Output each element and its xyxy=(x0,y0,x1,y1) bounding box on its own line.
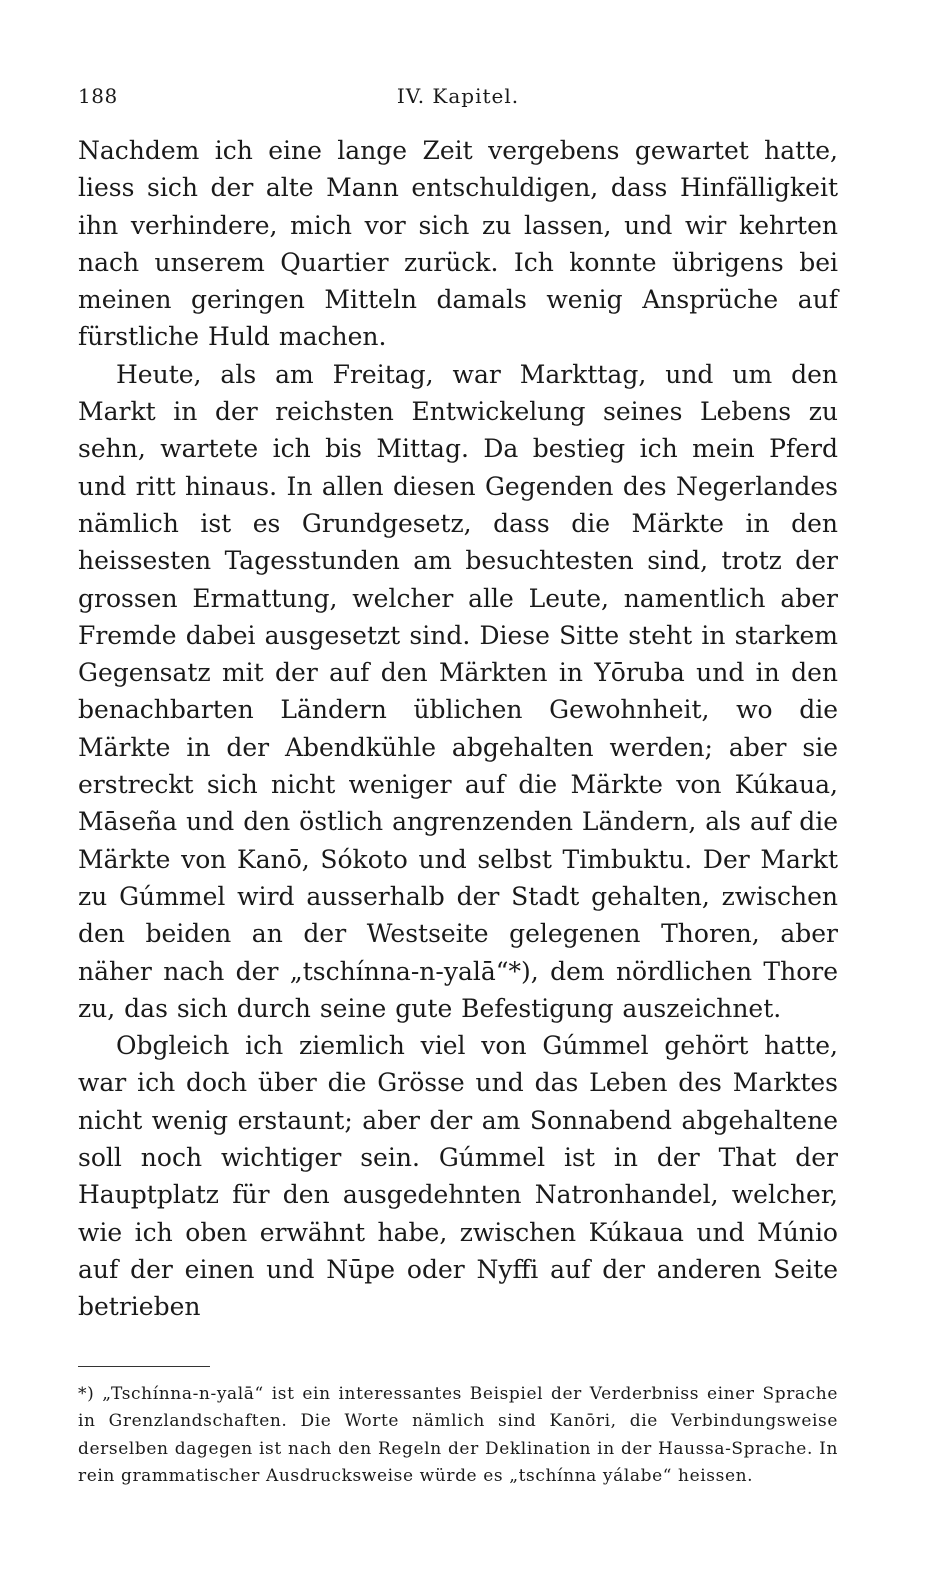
footnote-divider xyxy=(78,1366,210,1367)
paragraph-2: Heute, als am Freitag, war Markttag, und um den Markt in der reichsten Entwickelung seines Lebens zu sehn, wartete ich bis Mittag. Da bestieg ich mein Pferd und ritt hinaus. In allen diesen Gegenden des Negerlandes nämlich ist es Grundgesetz, dass die Märkte in den heissesten Tagesstunden am besuchtesten sind, trotz der grossen Ermattung, welcher alle Leute, namentlich aber Fremde dabei ausgesetzt sind. Diese Sitte steht in starkem Gegensatz mit der auf den Märkten in Yōruba und in den benachbarten Ländern üblichen Gewohnheit, wo die Märkte in der Abendkühle abgehalten werden; aber sie erstreckt sich nicht weniger auf die Märkte von Kúkaua, Māseña und den östlich angrenzenden Ländern, als auf die Märkte von Kanō, Sókoto und selbst Timbuktu. Der Markt zu Gúmmel wird ausserhalb der Stadt gehalten, zwischen den beiden an der Westseite gelegenen Thoren, aber näher nach der „tschínna-n-yalā“*), dem nördlichen Thore zu, das sich durch seine gute Befestigung auszeichnet. xyxy=(78,359,838,1023)
book-page xyxy=(78,84,838,1491)
paragraph-3: Obgleich ich ziemlich viel von Gúmmel gehört hatte, war ich doch über die Grösse und das Leben des Marktes nicht wenig erstaunt; aber der am Sonnabend abgehaltene soll noch wichtiger sein. Gúmmel ist in der That der Hauptplatz für den ausgedehnten Natronhandel, welcher, wie ich oben erwähnt habe, zwischen Kúkaua und Múnio auf der einen und Nūpe oder Nyffi auf der anderen Seite betrieben xyxy=(78,1031,838,1322)
page-header xyxy=(78,84,838,118)
paragraph-1: Nachdem ich eine lange Zeit vergebens gewartet hatte, liess sich der alte Mann entschuldigen, dass Hinfälligkeit ihn verhindere, mich vor sich zu lassen, und wir kehrten nach unserem Quartier zurück. Ich konnte übrigens bei meinen geringen Mitteln damals wenig Ansprüche auf fürstliche Huld machen. xyxy=(78,136,838,352)
running-head: IV. Kapitel. xyxy=(396,84,520,108)
body-text xyxy=(78,132,838,1326)
footnote: *) „Tschínna-n-yalā“ ist ein interessantes Beispiel der Verderbniss einer Sprache in Grenzlandschaften. Die Worte nämlich sind Kanōri, die Verbindungsweise derselben dagegen ist nach den Regeln der Deklination in der Haussa-Sprache. In rein grammatischer Ausdrucksweise würde es „tschínna yálabe“ heissen. xyxy=(78,1383,838,1486)
page-number: 188 xyxy=(78,84,118,108)
